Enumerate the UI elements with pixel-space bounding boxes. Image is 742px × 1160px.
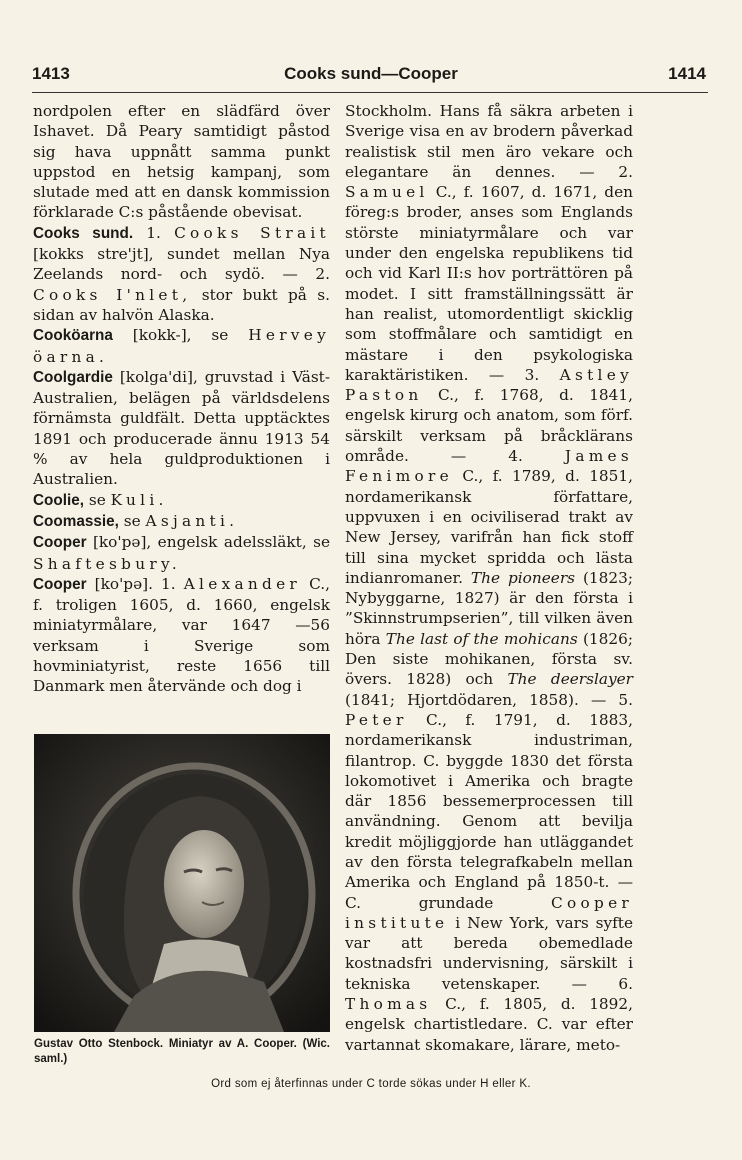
entry-coolie: Coolie, se Kuli. — [33, 490, 168, 509]
header-rule — [32, 92, 708, 93]
portrait-miniature-image — [34, 734, 330, 1032]
headword: Coolie, — [33, 491, 84, 509]
headword: Cooper — [33, 575, 87, 593]
headword: Coomassie, — [33, 512, 119, 530]
right-column — [345, 101, 633, 1055]
headword: Coolgardie — [33, 368, 113, 386]
entry-cooper-persons: Cooper [ko'pə]. 1. Alexander C., f. troligen 1605, d. 1660, engelsk miniatyrmålare, var 1647 —56 verksam i Sverige som hovminiatyrist, reste 1656 till Danmark men återvände och dog i — [33, 574, 330, 696]
entry-cooper-family: Cooper [ko'pə], engelsk adelssläkt, se Shaftesbury. — [33, 533, 330, 573]
entry-continuation: nordpolen efter en slädfärd över Ishavet. Då Peary samtidigt påstod sig hava uppnått samma punkt uppstod en hetsig kampanj, som slutade med att en dansk kommission förklarade C:s påstående obevisat. — [33, 102, 330, 222]
entry-cooks-sund: Cooks sund. 1. Cooks Strait [kokks stre'jt], sundet mellan Nya Zeelands nord- och sydö. — 2. Cooks I'nlet, stor bukt på s. sidan av halvön Alaska. — [33, 223, 331, 324]
entry-coolgardie: Coolgardie [kolga'di], gruvstad i Väst-Australien, belägen på världsdelens förnämsta guldfält. Detta upptäcktes 1891 och producerade ännu 1913 54 % av hela guldproduktionen i Australien. — [33, 367, 330, 489]
entry-coomassie: Coomassie, se Asjanti. — [33, 511, 239, 530]
page-number-left: 1413 — [32, 64, 70, 83]
headword: Cooper — [33, 534, 87, 552]
headword: Cooks sund. — [33, 224, 134, 242]
page-number-right: 1414 — [668, 64, 706, 83]
entry-cooper-continued: Stockholm. Hans få säkra arbeten i Sverige visa en av brodern påverkad realistisk stil men äro vekare och elegantare än dennes. — 2. Samuel C., f. 1607, d. 1671, den föreg:s broder, anses som Englands störste miniatyrmålare och var under den engelska republikens tid och vid Karl II:s hov porträttören på modet. I sitt framställningssätt är han realist, utomordentligt skicklig som stoffmålare och samtidigt en mästare i den psykologiska karaktäristiken. — 3. Astley Paston C., f. 1768, d. 1841, engelsk kirurg och anatom, som förf. särskilt verksam på bråcklärans område. — 4. James Fenimore C., f. 1789, d. 1851, nordamerikansk författare, uppvuxen i en ociviliserad trakt av New Jersey, varifrån han fick stoff till sina mycket spridda och lästa indianromaner. The pioneers (1823; Nybyggarne, 1827) är den första i ”Skinnstrumpserien”, till vilken även höra The last of the mohicans (1826; Den siste mohikanen, första sv. övers. 1828) och The deerslayer (1841; Hjortdödaren, 1858). — 5. Peter C., f. 1791, d. 1883, nordamerikansk industriman, filantrop. C. byggde 1830 det första lokomotivet i Amerika och bragte där 1856 bessemerprocessen till användning. Genom att bevilja kredit möjliggjorde han utläggandet av den första telegrafkabeln mellan Amerika och England på 1850-t. — C. grundade Cooper institute i New York, vars syfte var att bereda obemedlade kostnadsfri undervisning, särskilt i tekniska vetenskaper. — 6. Thomas C., f. 1805, d. 1892, engelsk chartistledare. C. var efter vartannat skomakare, lärare, meto- — [345, 102, 633, 1054]
page-footnote: Ord som ej återfinnas under C torde sökas under H eller K. — [211, 1078, 531, 1090]
entry-cookoarna: Cooköarna [kokk-], se Hervey öarna. — [33, 326, 330, 366]
running-title: Cooks sund—Cooper — [284, 64, 458, 83]
headword: Cooköarna — [33, 327, 113, 345]
figure-caption: Gustav Otto Stenbock. Miniatyr av A. Cooper. (Wic. saml.) — [34, 1038, 330, 1065]
left-column — [33, 101, 330, 697]
